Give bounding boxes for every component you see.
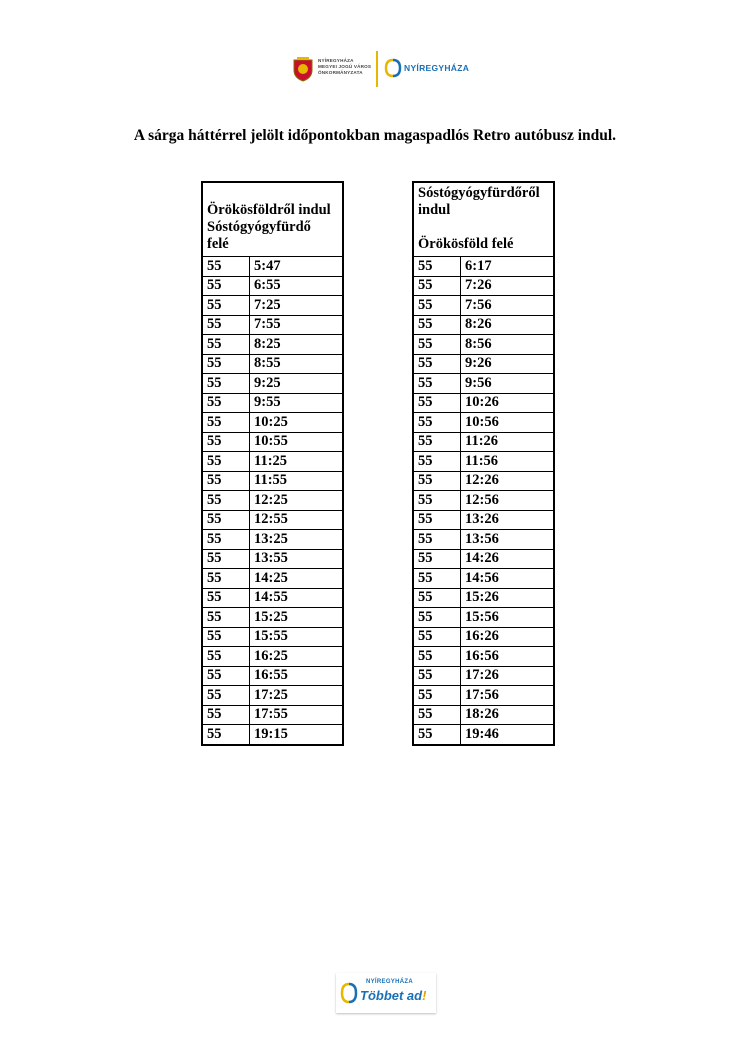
departure-time: 14:56	[461, 569, 555, 589]
table-row	[413, 393, 554, 413]
table-row	[202, 627, 343, 647]
departure-time: 19:46	[461, 725, 555, 745]
departure-time: 7:26	[461, 276, 555, 296]
departure-time: 12:26	[461, 471, 555, 491]
bus-line-number: 55	[413, 725, 461, 745]
table-row	[202, 471, 343, 491]
table-row	[413, 530, 554, 550]
city-line-3: ÖNKORMÁNYZATA	[318, 70, 363, 75]
bus-line-number: 55	[202, 705, 250, 725]
heading-line: felé	[207, 236, 229, 252]
slogan-main: Többet ad	[360, 988, 423, 1003]
departure-time: 11:26	[461, 432, 555, 452]
table-row	[202, 296, 343, 316]
bus-line-number: 55	[202, 647, 250, 667]
table-row	[413, 296, 554, 316]
departure-time: 10:25	[250, 413, 344, 433]
bus-line-number: 55	[202, 354, 250, 374]
bus-line-number: 55	[202, 569, 250, 589]
heading-line: Sóstógyógyfürdő	[207, 219, 311, 235]
footer-slogan	[360, 988, 426, 1003]
table-row	[413, 257, 554, 277]
bus-line-number: 55	[413, 276, 461, 296]
city-government-text	[318, 58, 371, 76]
departure-time: 10:56	[461, 413, 555, 433]
table-row	[413, 315, 554, 335]
departure-time: 12:56	[461, 491, 555, 511]
departure-time: 17:56	[461, 686, 555, 706]
departure-time: 16:56	[461, 647, 555, 667]
departure-time: 5:47	[250, 257, 344, 277]
table-row	[413, 374, 554, 394]
bus-line-number: 55	[202, 491, 250, 511]
bus-line-number: 55	[413, 549, 461, 569]
table-row	[202, 530, 343, 550]
nyiregyhaza-logo-icon	[384, 58, 402, 78]
table-row	[202, 335, 343, 355]
departure-time: 6:17	[461, 257, 555, 277]
table-row	[413, 432, 554, 452]
heading-line: Örökösföld felé	[418, 236, 514, 252]
departure-time: 16:55	[250, 666, 344, 686]
bus-line-number: 55	[413, 627, 461, 647]
city-line-2: MEGYEI JOGÚ VÁROS	[318, 64, 372, 69]
table-row	[413, 335, 554, 355]
bus-line-number: 55	[413, 374, 461, 394]
bus-line-number: 55	[413, 608, 461, 628]
logo-city-name: NYÍREGYHÁZA	[404, 63, 470, 73]
table-row	[413, 647, 554, 667]
table-row	[202, 393, 343, 413]
bus-line-number: 55	[413, 686, 461, 706]
table-row	[202, 315, 343, 335]
table-row	[413, 510, 554, 530]
departure-time: 17:25	[250, 686, 344, 706]
bus-line-number: 55	[202, 588, 250, 608]
table-row	[413, 705, 554, 725]
table-row	[202, 276, 343, 296]
bus-line-number: 55	[413, 510, 461, 530]
city-crest-icon	[292, 56, 314, 82]
table-row	[413, 354, 554, 374]
bus-line-number: 55	[202, 608, 250, 628]
table-row	[413, 549, 554, 569]
bus-line-number: 55	[413, 666, 461, 686]
departure-time: 14:25	[250, 569, 344, 589]
departure-time: 8:56	[461, 335, 555, 355]
departure-time: 11:56	[461, 452, 555, 472]
footer-logo	[336, 973, 436, 1013]
departure-time: 15:55	[250, 627, 344, 647]
bus-line-number: 55	[413, 413, 461, 433]
bus-line-number: 55	[202, 686, 250, 706]
bus-line-number: 55	[413, 569, 461, 589]
table-row	[202, 549, 343, 569]
bus-line-number: 55	[413, 315, 461, 335]
departure-time: 10:26	[461, 393, 555, 413]
bus-line-number: 55	[202, 374, 250, 394]
bus-line-number: 55	[202, 257, 250, 277]
city-line-1: NYÍREGYHÁZA	[318, 58, 354, 63]
table-row	[202, 686, 343, 706]
bus-line-number: 55	[202, 471, 250, 491]
nyiregyhaza-footer-logo-icon	[340, 982, 358, 1004]
bus-line-number: 55	[413, 588, 461, 608]
bus-line-number: 55	[413, 491, 461, 511]
table-heading	[413, 182, 554, 257]
table-row	[202, 510, 343, 530]
table-row	[413, 569, 554, 589]
departure-time: 11:55	[250, 471, 344, 491]
footer-city-name: NYÍREGYHÁZA	[366, 979, 413, 985]
departure-time: 14:26	[461, 549, 555, 569]
table-row	[202, 705, 343, 725]
bus-line-number: 55	[202, 276, 250, 296]
bus-line-number: 55	[413, 452, 461, 472]
bus-line-number: 55	[202, 413, 250, 433]
timetable-from-sostogyogyfurdo	[412, 181, 555, 746]
bus-line-number: 55	[202, 549, 250, 569]
departure-time: 10:55	[250, 432, 344, 452]
table-row	[202, 354, 343, 374]
bus-line-number: 55	[413, 296, 461, 316]
heading-line: Örökösföldről indul	[207, 202, 331, 218]
table-row	[413, 471, 554, 491]
departure-time: 8:55	[250, 354, 344, 374]
bus-line-number: 55	[202, 452, 250, 472]
table-row	[202, 666, 343, 686]
logo-divider	[376, 51, 378, 87]
departure-time: 7:25	[250, 296, 344, 316]
table-row	[202, 257, 343, 277]
table-row	[202, 647, 343, 667]
heading-line: Sóstógyógyfürdőről	[418, 185, 540, 201]
heading-line: indul	[418, 202, 451, 218]
departure-time: 9:55	[250, 393, 344, 413]
bus-line-number: 55	[202, 335, 250, 355]
slogan-end: !	[422, 988, 427, 1003]
bus-line-number: 55	[413, 471, 461, 491]
table-row	[413, 276, 554, 296]
table-row	[413, 413, 554, 433]
bus-line-number: 55	[202, 432, 250, 452]
departure-time: 7:56	[461, 296, 555, 316]
timetable-from-orokosfold	[201, 181, 344, 746]
bus-line-number: 55	[413, 257, 461, 277]
table-row	[413, 686, 554, 706]
departure-time: 9:26	[461, 354, 555, 374]
departure-time: 17:26	[461, 666, 555, 686]
departure-time: 6:55	[250, 276, 344, 296]
departure-time: 13:26	[461, 510, 555, 530]
table-row	[202, 374, 343, 394]
table-row	[202, 608, 343, 628]
departure-time: 8:25	[250, 335, 344, 355]
table-row	[202, 452, 343, 472]
table-row	[413, 666, 554, 686]
header-logos	[288, 48, 468, 88]
departure-time: 15:25	[250, 608, 344, 628]
table-row	[202, 588, 343, 608]
departure-time: 15:56	[461, 608, 555, 628]
departure-time: 11:25	[250, 452, 344, 472]
table-row	[202, 725, 343, 745]
retro-bus-notice: A sárga háttérrel jelölt időpontokban magaspadlós Retro autóbusz indul.	[133, 127, 617, 144]
bus-line-number: 55	[413, 530, 461, 550]
departure-time: 14:55	[250, 588, 344, 608]
bus-line-number: 55	[202, 666, 250, 686]
bus-line-number: 55	[413, 393, 461, 413]
departure-time: 16:26	[461, 627, 555, 647]
departure-time: 17:55	[250, 705, 344, 725]
bus-line-number: 55	[202, 393, 250, 413]
bus-line-number: 55	[413, 335, 461, 355]
departure-time: 19:15	[250, 725, 344, 745]
departure-time: 9:25	[250, 374, 344, 394]
bus-line-number: 55	[413, 432, 461, 452]
bus-line-number: 55	[202, 510, 250, 530]
table-row	[413, 627, 554, 647]
bus-line-number: 55	[413, 705, 461, 725]
departure-time: 13:56	[461, 530, 555, 550]
table-row	[202, 413, 343, 433]
bus-line-number: 55	[202, 627, 250, 647]
departure-time: 7:55	[250, 315, 344, 335]
table-row	[202, 491, 343, 511]
table-row	[413, 608, 554, 628]
departure-time: 12:55	[250, 510, 344, 530]
table-row	[202, 569, 343, 589]
departure-time: 15:26	[461, 588, 555, 608]
table-row	[413, 491, 554, 511]
table-row	[413, 588, 554, 608]
bus-line-number: 55	[413, 647, 461, 667]
bus-line-number: 55	[202, 725, 250, 745]
bus-line-number: 55	[202, 296, 250, 316]
departure-time: 9:56	[461, 374, 555, 394]
table-row	[413, 725, 554, 745]
table-heading	[202, 182, 343, 257]
departure-time: 18:26	[461, 705, 555, 725]
bus-line-number: 55	[202, 315, 250, 335]
bus-line-number: 55	[202, 530, 250, 550]
table-row	[413, 452, 554, 472]
bus-line-number: 55	[413, 354, 461, 374]
departure-time: 16:25	[250, 647, 344, 667]
table-row	[202, 432, 343, 452]
departure-time: 13:55	[250, 549, 344, 569]
departure-time: 13:25	[250, 530, 344, 550]
departure-time: 12:25	[250, 491, 344, 511]
departure-time: 8:26	[461, 315, 555, 335]
